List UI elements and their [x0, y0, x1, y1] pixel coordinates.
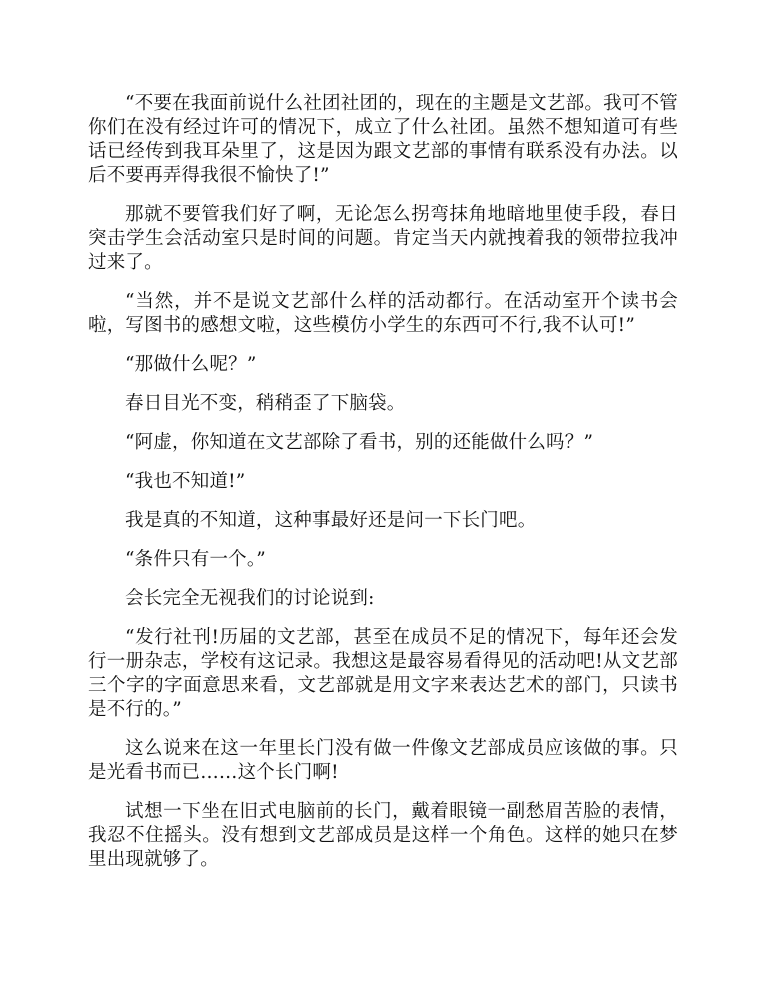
paragraph-5: 春日目光不变，稍稍歪了下脑袋。 — [125, 393, 406, 414]
paragraph-12: 这么说来在这一年里长门没有做一件像文艺部成员应该做的事。只是光看书而已……这个长门啊! — [88, 738, 678, 783]
paragraph-1: “不要在我面前说什么社团社团的，现在的主题是文艺部。我可不管你们在没有经过许可的情况下，成立了什么社团。虽然不想知道可有些话已经传到我耳朵里了，这是因为跟文艺部的事情有联系没有办法。以后不要再弄得我很不愉快了!” — [88, 93, 678, 186]
paragraph-13: 试想一下坐在旧式电脑前的长门，戴着眼镜一副愁眉苦脸的表情，我忍不住摇头。没有想到文艺部成员是这样一个角色。这样的她只在梦里出现就够了。 — [88, 801, 678, 870]
paragraph-2: 那就不要管我们好了啊，无论怎么拐弯抹角地暗地里使手段，春日突击学生会活动室只是时间的问题。肯定当天内就拽着我的领带拉我冲过来了。 — [88, 204, 678, 273]
document-body — [88, 92, 678, 887]
paragraph-6: “阿虚，你知道在文艺部除了看书，别的还能做什么吗？” — [125, 432, 594, 453]
paragraph-7: “我也不知道!” — [125, 471, 246, 492]
paragraph-10: 会长完全无视我们的讨论说到: — [125, 588, 375, 609]
paragraph-11: “发行社刊!历届的文艺部，甚至在成员不足的情况下，每年还会发行一册杂志，学校有这记录。我想这是最容易看得见的活动吧!从文艺部三个字的字面意思来看，文艺部就是用文字来表达艺术的部门，只读书是不行的。” — [88, 627, 678, 720]
paragraph-3: “当然，并不是说文艺部什么样的活动都行。在活动室开个读书会啦，写图书的感想文啦，这些模仿小学生的东西可不行,我不认可!” — [88, 291, 678, 336]
paragraph-8: 我是真的不知道，这种事最好还是问一下长门吧。 — [125, 510, 537, 531]
paragraph-9: “条件只有一个。” — [125, 549, 266, 570]
paragraph-4: “那做什么呢？” — [125, 354, 257, 375]
